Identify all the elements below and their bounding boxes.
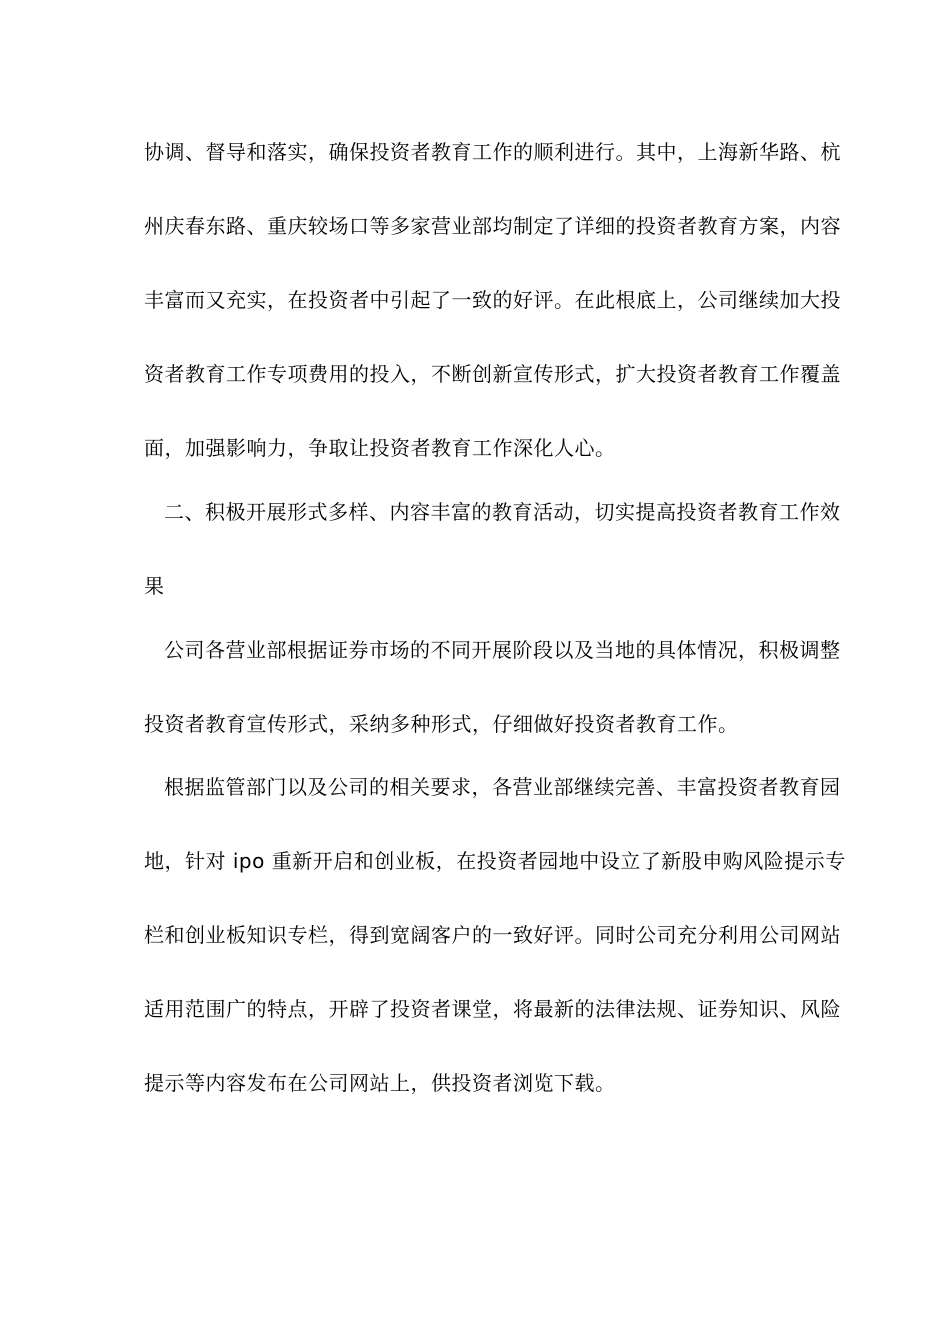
paragraph-line: 协调、督导和落实，确保投资者教育工作的顺利进行。其中，上海新华路、杭 <box>144 140 841 164</box>
section-heading-line: 果 <box>144 574 165 598</box>
paragraph-line: 投资者教育宣传形式，采纳多种形式，仔细做好投资者教育工作。 <box>144 712 739 736</box>
paragraph-line: 州庆春东路、重庆较场口等多家营业部均制定了详细的投资者教育方案，内容 <box>144 214 841 238</box>
section-heading-line: 二、积极开展形式多样、内容丰富的教育活动，切实提高投资者教育工作效 <box>164 500 841 524</box>
paragraph-line: 地，针对 ipo 重新开启和创业板，在投资者园地中设立了新股申购风险提示专 <box>144 849 846 873</box>
paragraph-line: 资者教育工作专项费用的投入，不断创新宣传形式，扩大投资者教育工作覆盖 <box>144 362 841 386</box>
paragraph-line: 面，加强影响力，争取让投资者教育工作深化人心。 <box>144 436 616 460</box>
paragraph-line: 公司各营业部根据证券市场的不同开展阶段以及当地的具体情况，积极调整 <box>164 638 841 662</box>
paragraph-line: 根据监管部门以及公司的相关要求，各营业部继续完善、丰富投资者教育园 <box>164 775 841 799</box>
paragraph-line: 栏和创业板知识专栏，得到宽阔客户的一致好评。同时公司充分利用公司网站 <box>144 923 841 947</box>
paragraph-line: 丰富而又充实，在投资者中引起了一致的好评。在此根底上，公司继续加大投 <box>144 288 841 312</box>
paragraph-line: 适用范围广的特点，开辟了投资者课堂，将最新的法律法规、证券知识、风险 <box>144 997 841 1021</box>
paragraph-line: 提示等内容发布在公司网站上，供投资者浏览下载。 <box>144 1071 616 1095</box>
